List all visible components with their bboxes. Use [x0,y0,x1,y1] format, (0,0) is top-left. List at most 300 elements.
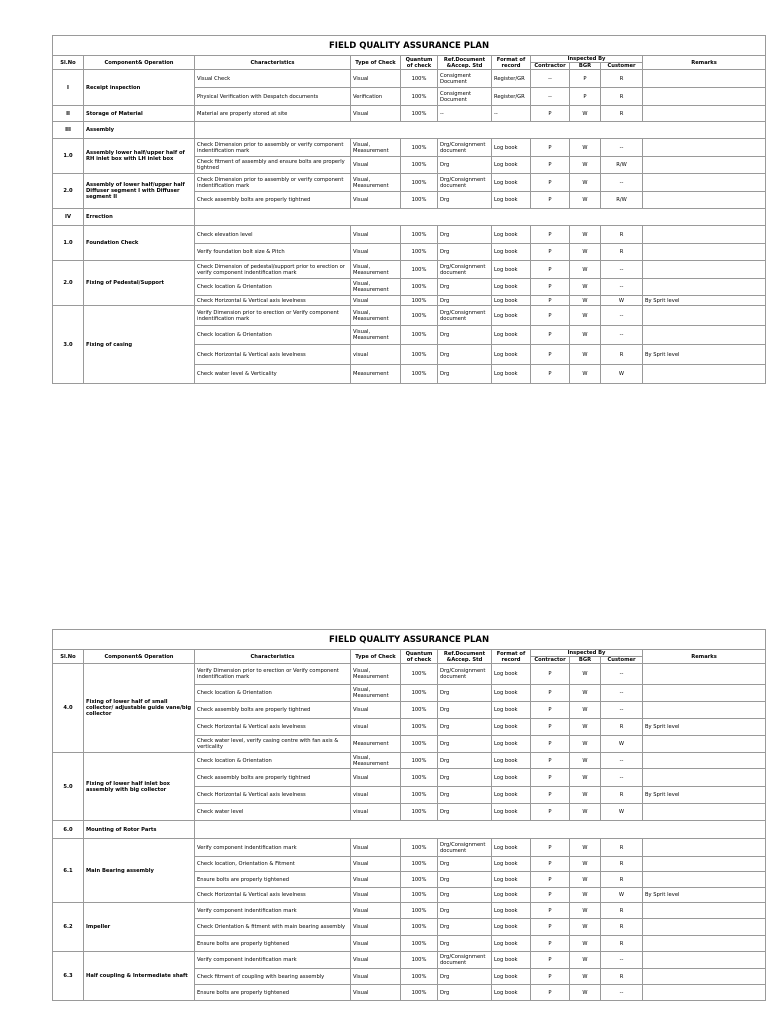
remarks-cell [643,736,766,753]
sl-number-cell: 6.2 [53,903,84,952]
col-characteristics: Characteristics [195,56,351,70]
qa-plan-table-2 [52,629,766,1001]
characteristics-cell: Check fitment of coupling with bearing assembly [195,969,351,985]
format-cell: Log book [492,969,531,985]
bgr-cell: W [570,157,601,174]
bgr-cell: W [570,888,601,903]
remarks-cell [643,70,766,88]
ref-document-cell: Consigment Document [438,70,492,88]
customer-cell: -- [601,702,643,719]
characteristics-cell: Check Horizontal & Vertical axis levelness [195,719,351,736]
bgr-cell: W [570,306,601,326]
format-cell: Log book [492,952,531,969]
customer-cell: -- [601,306,643,326]
characteristics-cell: Check water level [195,804,351,821]
type-cell: Visual [351,936,401,952]
component-cell: Foundation Check [84,226,195,261]
type-cell: Visual [351,888,401,903]
format-cell: Register/GR [492,88,531,106]
col-quantum: Quantum of check [401,56,438,70]
contractor-cell: P [531,365,570,384]
sl-number-cell: 1.0 [53,226,84,261]
quantum-cell: 100% [401,857,438,872]
characteristics-cell: Check water level & Verticality [195,365,351,384]
contractor-cell: P [531,192,570,209]
ref-document-cell: Drg [438,903,492,919]
remarks-cell [643,857,766,872]
format-cell: Log book [492,936,531,952]
type-cell: Visual, Measurement [351,306,401,326]
bgr-cell: W [570,345,601,365]
component-cell: Main Bearing assembly [84,839,195,903]
ref-document-cell: Drg [438,919,492,936]
remarks-cell [643,753,766,769]
table-row [53,174,766,192]
type-cell: Visual [351,969,401,985]
format-cell: Log book [492,839,531,857]
customer-cell: R [601,106,643,122]
contractor-cell: P [531,244,570,261]
component-cell: Receipt inspection [84,70,195,106]
col-remarks: Remarks [643,56,766,70]
component-cell: Fixing of Pedestal/Support [84,261,195,306]
contractor-cell: -- [531,70,570,88]
characteristics-cell: Check location & Orientation [195,279,351,296]
quantum-cell: 100% [401,365,438,384]
bgr-cell: W [570,719,601,736]
col-inspected: Inspected By [531,650,643,657]
ref-document-cell: Drg [438,857,492,872]
blank-cell [195,209,766,226]
format-cell: Register/GR [492,70,531,88]
characteristics-cell: Verify component indentification mark [195,839,351,857]
ref-document-cell: Drg [438,326,492,345]
col-quantum: Quantum of check [401,650,438,664]
bgr-cell: W [570,664,601,685]
col-format: Format of record [492,650,531,664]
quantum-cell: 100% [401,872,438,888]
format-cell: Log book [492,345,531,365]
ref-document-cell: Drg/Consignment document [438,261,492,279]
customer-cell: R/W [601,157,643,174]
type-cell: Visual [351,106,401,122]
blank-cell [195,122,766,139]
remarks-cell [643,174,766,192]
ref-document-cell: Drg/Consignment document [438,174,492,192]
characteristics-cell: Visual Check [195,70,351,88]
table-row [53,70,766,88]
quantum-cell: 100% [401,753,438,769]
col-remarks: Remarks [643,650,766,664]
ref-document-cell: Drg [438,365,492,384]
characteristics-cell: Ensure bolts are properly tightened [195,985,351,1001]
sl-number-cell: 1.0 [53,139,84,174]
customer-cell: -- [601,685,643,702]
bgr-cell: W [570,753,601,769]
customer-cell: -- [601,279,643,296]
type-cell: Visual [351,296,401,306]
type-cell: Visual [351,769,401,787]
customer-cell: W [601,365,643,384]
quantum-cell: 100% [401,244,438,261]
contractor-cell: -- [531,88,570,106]
col-bgr: BGR [570,63,601,70]
customer-cell: R [601,857,643,872]
quantum-cell: 100% [401,969,438,985]
ref-document-cell: Drg [438,804,492,821]
table-row [53,261,766,279]
format-cell: Log book [492,702,531,719]
customer-cell: R [601,226,643,244]
col-contractor: Contractor [531,63,570,70]
bgr-cell: W [570,365,601,384]
remarks-cell: By Sprit level [643,888,766,903]
ref-document-cell: Drg [438,192,492,209]
section-heading-cell: Mounting of Rotor Parts [84,821,195,839]
characteristics-cell: Check Dimension prior to assembly or verify component indentification mark [195,139,351,157]
table-row [53,753,766,769]
sl-number-cell: II [53,106,84,122]
quantum-cell: 100% [401,702,438,719]
contractor-cell: P [531,969,570,985]
characteristics-cell: Check Horizontal & Vertical axis levelness [195,787,351,804]
component-cell: Storage of Material [84,106,195,122]
component-cell: Half coupling & Intermediate shaft [84,952,195,1001]
format-cell: Log book [492,244,531,261]
format-cell: Log book [492,919,531,936]
contractor-cell: P [531,306,570,326]
col-inspected: Inspected By [531,56,643,63]
sl-number-cell: IV [53,209,84,226]
format-cell: Log book [492,888,531,903]
contractor-cell: P [531,787,570,804]
characteristics-cell: Check water level, verify casing centre with fan axis & verticality [195,736,351,753]
page-title-2: FIELD QUALITY ASSURANCE PLAN [53,630,766,650]
table-row [53,306,766,326]
customer-cell: -- [601,261,643,279]
quantum-cell: 100% [401,157,438,174]
sl-number-cell: 6.1 [53,839,84,903]
quantum-cell: 100% [401,769,438,787]
type-cell: visual [351,804,401,821]
characteristics-cell: Check location & Orientation [195,326,351,345]
remarks-cell [643,769,766,787]
contractor-cell: P [531,685,570,702]
contractor-cell: P [531,736,570,753]
contractor-cell: P [531,936,570,952]
quantum-cell: 100% [401,106,438,122]
bgr-cell: W [570,969,601,985]
sl-number-cell: 3.0 [53,306,84,384]
characteristics-cell: Check assembly bolts are properly tightned [195,769,351,787]
sl-number-cell: 2.0 [53,261,84,306]
bgr-cell: W [570,702,601,719]
bgr-cell: W [570,872,601,888]
col-component: Component& Operation [84,56,195,70]
ref-document-cell: Drg [438,872,492,888]
customer-cell: R [601,88,643,106]
ref-document-cell: Drg [438,345,492,365]
ref-document-cell: Drg [438,936,492,952]
characteristics-cell: Check Horizontal & Vertical axis levelness [195,296,351,306]
characteristics-cell: Check assembly bolts are properly tightned [195,702,351,719]
contractor-cell: P [531,174,570,192]
contractor-cell: P [531,872,570,888]
quantum-cell: 100% [401,903,438,919]
characteristics-cell: Check Orientation & fitment with main bearing assembly [195,919,351,936]
remarks-cell [643,326,766,345]
sl-number-cell: 2.0 [53,174,84,209]
remarks-cell [643,157,766,174]
format-cell: Log book [492,296,531,306]
format-cell: Log book [492,279,531,296]
bgr-cell: W [570,787,601,804]
component-cell: Impeller [84,903,195,952]
type-cell: Visual [351,192,401,209]
bgr-cell: W [570,326,601,345]
quantum-cell: 100% [401,261,438,279]
format-cell: Log book [492,872,531,888]
sl-number-cell: III [53,122,84,139]
bgr-cell: P [570,88,601,106]
quantum-cell: 100% [401,888,438,903]
contractor-cell: P [531,985,570,1001]
ref-document-cell: Drg [438,685,492,702]
format-cell: Log book [492,787,531,804]
characteristics-cell: Check location & Orientation [195,753,351,769]
remarks-cell: By Sprit level [643,296,766,306]
remarks-cell [643,985,766,1001]
characteristics-cell: Check assembly bolts are properly tightned [195,192,351,209]
ref-document-cell: Drg/Consignment document [438,306,492,326]
customer-cell: -- [601,326,643,345]
bgr-cell: W [570,857,601,872]
col-type: Type of Check [351,56,401,70]
quantum-cell: 100% [401,952,438,969]
ref-document-cell: Drg [438,888,492,903]
format-cell: Log book [492,174,531,192]
col-sl: Sl.No [53,650,84,664]
bgr-cell: W [570,296,601,306]
remarks-cell [643,952,766,969]
characteristics-cell: Material are properly stored at site [195,106,351,122]
format-cell: Log book [492,192,531,209]
col-bgr: BGR [570,657,601,664]
quantum-cell: 100% [401,279,438,296]
ref-document-cell: Drg/Consignment document [438,139,492,157]
ref-document-cell: Drg [438,719,492,736]
remarks-cell [643,261,766,279]
characteristics-cell: Check Horizontal & Vertical axis levelness [195,345,351,365]
remarks-cell [643,306,766,326]
bgr-cell: W [570,226,601,244]
contractor-cell: P [531,106,570,122]
table-row [53,106,766,122]
type-cell: Visual [351,857,401,872]
sl-number-cell: I [53,70,84,106]
remarks-cell [643,226,766,244]
remarks-cell [643,139,766,157]
remarks-cell [643,839,766,857]
bgr-cell: W [570,769,601,787]
bgr-cell: W [570,261,601,279]
format-cell: Log book [492,365,531,384]
contractor-cell: P [531,903,570,919]
col-format: Format of record [492,56,531,70]
type-cell: Visual, Measurement [351,279,401,296]
customer-cell: W [601,804,643,821]
table-2-body [53,664,766,1001]
quantum-cell: 100% [401,787,438,804]
table-row [53,139,766,157]
remarks-cell [643,969,766,985]
remarks-cell: By Sprit level [643,719,766,736]
format-cell: Log book [492,736,531,753]
contractor-cell: P [531,139,570,157]
characteristics-cell: Verify foundation bolt size & Pitch [195,244,351,261]
characteristics-cell: Verify Dimension prior to erection or Verify component indentification mark [195,306,351,326]
type-cell: Visual, Measurement [351,685,401,702]
remarks-cell [643,244,766,261]
page-title: FIELD QUALITY ASSURANCE PLAN [53,36,766,56]
quantum-cell: 100% [401,919,438,936]
type-cell: visual [351,719,401,736]
customer-cell: R [601,839,643,857]
col-characteristics: Characteristics [195,650,351,664]
ref-document-cell: Drg/Consignment document [438,952,492,969]
quantum-cell: 100% [401,839,438,857]
remarks-cell [643,279,766,296]
section-heading-cell: Errection [84,209,195,226]
type-cell: Visual, Measurement [351,174,401,192]
component-cell: Assembly of lower half/upper half Diffuser segment I with Diffuser segment II [84,174,195,209]
sl-number-cell: 6.3 [53,952,84,1001]
format-cell: -- [492,106,531,122]
qa-plan-table-1 [52,35,766,384]
table-row [53,226,766,244]
table-row [53,209,766,226]
bgr-cell: W [570,985,601,1001]
bgr-cell: W [570,804,601,821]
bgr-cell: W [570,279,601,296]
quantum-cell: 100% [401,985,438,1001]
remarks-cell [643,903,766,919]
type-cell: Visual, Measurement [351,753,401,769]
sl-number-cell: 6.0 [53,821,84,839]
format-cell: Log book [492,326,531,345]
contractor-cell: P [531,326,570,345]
customer-cell: R [601,787,643,804]
characteristics-cell: Check fitment of assembly and ensure bolts are properly tightned [195,157,351,174]
contractor-cell: P [531,157,570,174]
type-cell: Measurement [351,365,401,384]
customer-cell: R [601,70,643,88]
contractor-cell: P [531,226,570,244]
table-1-body [53,70,766,384]
customer-cell: R [601,345,643,365]
format-cell: Log book [492,804,531,821]
ref-document-cell: Drg [438,279,492,296]
remarks-cell [643,685,766,702]
table-row [53,821,766,839]
contractor-cell: P [531,804,570,821]
type-cell: Visual, Measurement [351,664,401,685]
format-cell: Log book [492,664,531,685]
quantum-cell: 100% [401,685,438,702]
ref-document-cell: Drg [438,787,492,804]
type-cell: Visual [351,903,401,919]
format-cell: Log book [492,685,531,702]
quantum-cell: 100% [401,70,438,88]
remarks-cell [643,919,766,936]
characteristics-cell: Ensure bolts are properly tightened [195,872,351,888]
quantum-cell: 100% [401,88,438,106]
contractor-cell: P [531,719,570,736]
quantum-cell: 100% [401,192,438,209]
customer-cell: -- [601,139,643,157]
ref-document-cell: Drg [438,736,492,753]
bgr-cell: W [570,936,601,952]
ref-document-cell: Drg [438,226,492,244]
type-cell: Visual [351,872,401,888]
type-cell: Visual [351,839,401,857]
ref-document-cell: Drg/Consignment document [438,664,492,685]
col-customer: Customer [601,63,643,70]
remarks-cell: By Sprit level [643,787,766,804]
customer-cell: -- [601,952,643,969]
quantum-cell: 100% [401,345,438,365]
type-cell: Verification [351,88,401,106]
customer-cell: R [601,969,643,985]
type-cell: Visual [351,70,401,88]
quantum-cell: 100% [401,226,438,244]
col-contractor: Contractor [531,657,570,664]
type-cell: visual [351,345,401,365]
customer-cell: W [601,888,643,903]
type-cell: Measurement [351,736,401,753]
customer-cell: -- [601,753,643,769]
characteristics-cell: Check Horizontal & Vertical axis levelness [195,888,351,903]
quantum-cell: 100% [401,936,438,952]
bgr-cell: W [570,244,601,261]
type-cell: Visual [351,157,401,174]
col-sl: Sl.No [53,56,84,70]
contractor-cell: P [531,857,570,872]
customer-cell: -- [601,174,643,192]
remarks-cell [643,664,766,685]
quantum-cell: 100% [401,326,438,345]
ref-document-cell: Drg [438,969,492,985]
characteristics-cell: Check location, Orientation & Fitment [195,857,351,872]
quantum-cell: 100% [401,664,438,685]
type-cell: Visual, Measurement [351,261,401,279]
ref-document-cell: Drg [438,985,492,1001]
customer-cell: W [601,296,643,306]
type-cell: Visual [351,952,401,969]
remarks-cell [643,804,766,821]
customer-cell: R [601,903,643,919]
remarks-cell [643,702,766,719]
quantum-cell: 100% [401,174,438,192]
customer-cell: R [601,872,643,888]
characteristics-cell: Check elevation level [195,226,351,244]
type-cell: Visual [351,919,401,936]
bgr-cell: W [570,192,601,209]
customer-cell: -- [601,769,643,787]
ref-document-cell: -- [438,106,492,122]
bgr-cell: W [570,106,601,122]
customer-cell: W [601,736,643,753]
